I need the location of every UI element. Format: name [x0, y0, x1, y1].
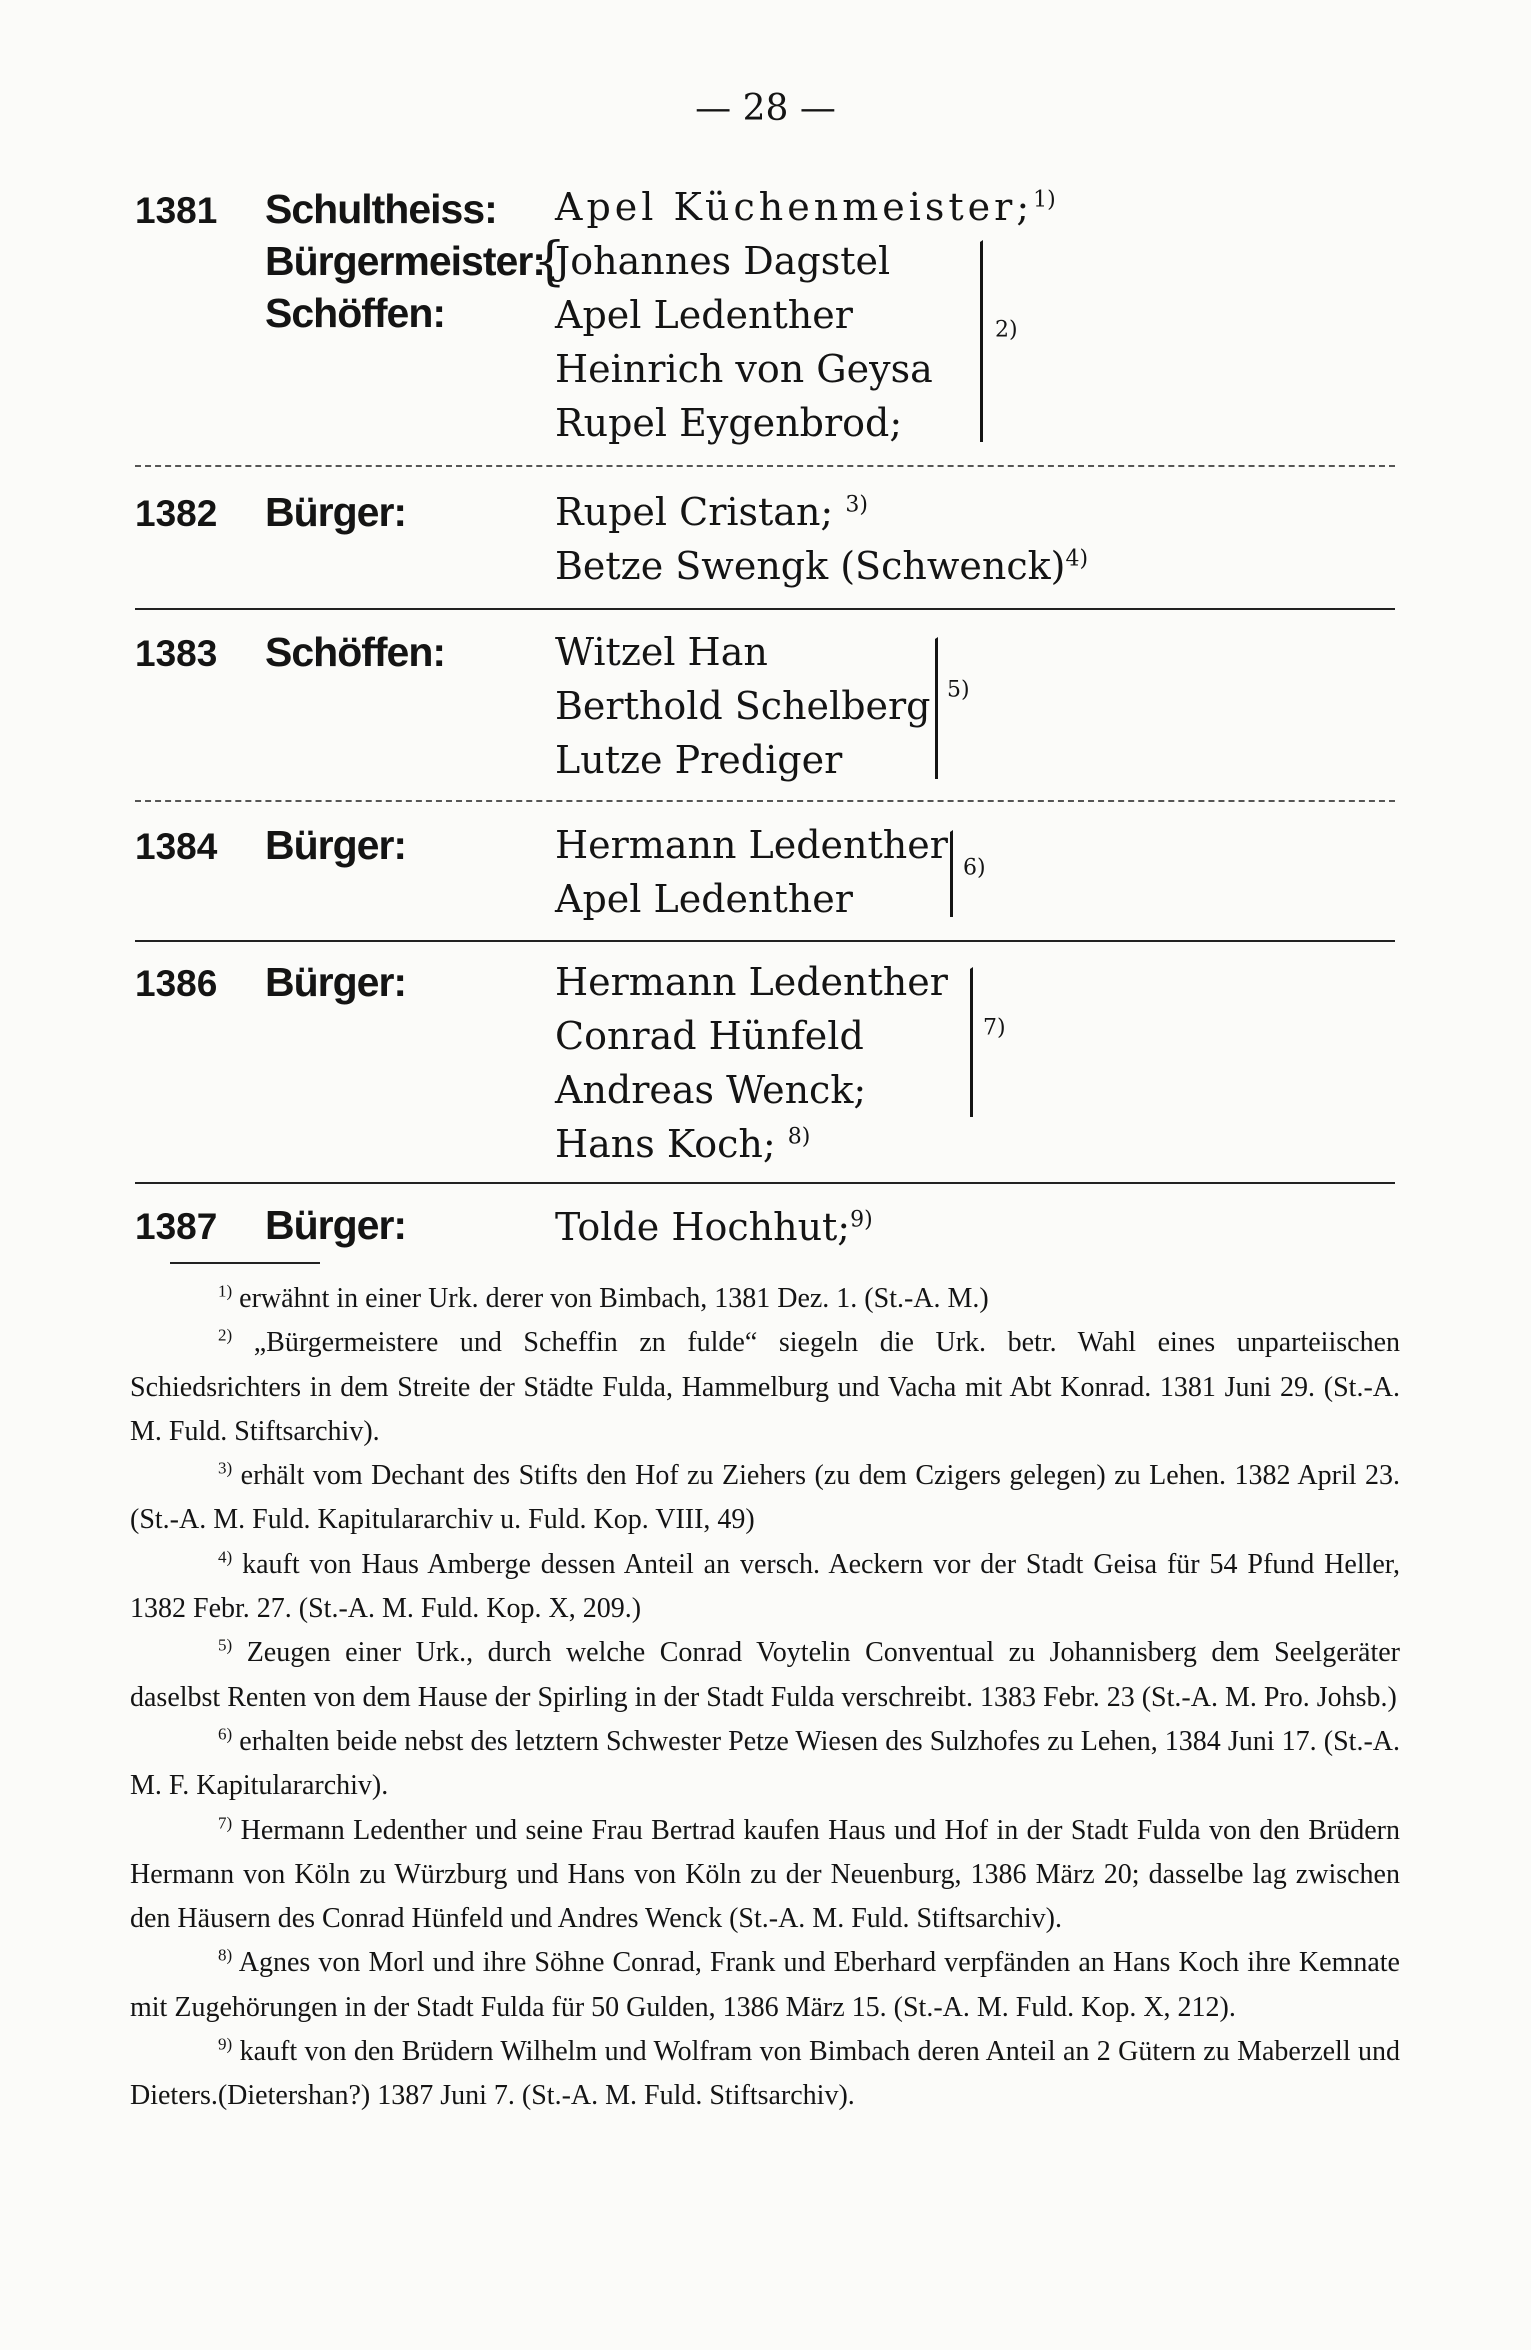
names-list: [555, 818, 948, 926]
entry-1382: [135, 485, 1395, 595]
footnote-3: [130, 1454, 1400, 1543]
footnote-text: erhält vom Dechant des Stifts den Hof zu Ziehers (zu dem Czigers gelegen) zu Lehen. 1382 April 23. (St.-A. M. Fuld. Kapitulararchiv u. Fuld. Kop. VIII, 49): [130, 1460, 1401, 1536]
entry-1383: [135, 625, 1395, 790]
names-list: [555, 625, 931, 787]
footnote-text: Hermann Ledenther und seine Frau Bertrad kaufen Haus und Hof in der Stadt Fulda von den Brüdern Hermann von Köln zu Würzburg und Hans von Köln zu der Neuenburg, 1386 März 20; dasselbe lag zwischen den Häusern des Conrad Hünfeld und Andres Wenck (St.-A. M. Fuld. Stiftsarchiv).: [130, 1814, 1400, 1935]
entry-1384: [135, 818, 1395, 928]
entry-year: 1381: [135, 190, 218, 231]
name-line: [555, 1117, 948, 1171]
footnote-ref: 7): [983, 1015, 1006, 1041]
footnote-ref: 5): [947, 677, 970, 703]
entry-divider: [135, 940, 1395, 942]
footnote-text: Agnes von Morl und ihre Söhne Conrad, Frank und Eberhard verpfänden an Hans Koch ihre Kemnate mit Zugehörungen in der Stadt Fulda für 50 Gulden, 1386 März 15. (St.-A. M. Fuld. Kop. X, 212).: [130, 1947, 1400, 2023]
entry-year: 1384: [135, 826, 218, 867]
footnote-text: „Bürgermeistere und Scheffin zn fulde“ siegeln die Urk. betr. Wahl eines unparteiischen Schiedsrichters in dem Streite der Städte Fulda, Hammelburg und Vacha mit Abt Konrad. 1381 Juni 29. (St.-A. M. Fuld. Stiftsarchiv).: [130, 1327, 1400, 1447]
name-line: Conrad Hünfeld: [555, 1014, 864, 1058]
footnote-2: [130, 1321, 1400, 1454]
footnote-ref: 4): [1065, 546, 1089, 572]
name-line: Heinrich von Geysa: [555, 347, 933, 391]
name-line: [555, 180, 1056, 234]
footnote-mark: 5): [218, 1636, 233, 1656]
group-brace: [970, 240, 983, 442]
name-text: Rupel Cristan;: [555, 490, 834, 534]
footnote-text: kauft von den Brüdern Wilhelm und Wolfram von Bimbach deren Anteil an 2 Gütern zu Maberzell und Dieters.(Dietershan?) 1387 Juni 7. (St.-A. M. Fuld. Stiftsarchiv).: [130, 2036, 1400, 2112]
footnote-1: [130, 1277, 1400, 1321]
name-text: Tolde Hochhut;: [555, 1205, 851, 1249]
name-line: Apel Ledenther: [555, 293, 853, 337]
page-number: — 28 —: [695, 88, 836, 129]
entry-year: 1383: [135, 633, 218, 674]
footnote-separator: [170, 1262, 320, 1264]
group-footnote-ref: [947, 675, 970, 719]
group-brace: [940, 830, 953, 917]
footnote-mark: 8): [218, 1946, 233, 1966]
footnote-ref: 3): [845, 492, 868, 518]
entry-divider: [135, 608, 1395, 610]
name-text: Hans Koch;: [555, 1122, 776, 1166]
entry-divider: [135, 800, 1395, 802]
name-text: Apel Küchenmeister;: [555, 185, 1034, 229]
footnote-text: kauft von Haus Amberge dessen Anteil an versch. Aeckern vor der Stadt Geisa für 54 Pfund Heller, 1382 Febr. 27. (St.-A. M. Fuld. Kop. X, 209.): [130, 1548, 1401, 1625]
entry-role: Schöffen:: [265, 629, 446, 675]
entry-role: Bürger:: [265, 489, 407, 535]
group-brace: [960, 967, 973, 1117]
role-schultheiss: Schultheiss:: [265, 186, 497, 232]
entry-1381: [135, 180, 1395, 450]
footnote-mark: 2): [218, 1325, 233, 1345]
entry-year: 1386: [135, 963, 218, 1004]
footnote-ref: 1): [1033, 187, 1056, 213]
names-list: [555, 1200, 873, 1254]
role-buergermeister: Bürgermeister:: [265, 238, 545, 284]
footnote-8: [130, 1941, 1400, 2030]
group-footnote-ref: [995, 315, 1018, 359]
footnote-mark: 9): [218, 2034, 233, 2054]
footnote-7: [130, 1809, 1400, 1942]
footnote-ref: 9): [850, 1207, 873, 1233]
footnote-ref: 8): [787, 1124, 811, 1150]
footnote-ref: 6): [963, 855, 986, 881]
names-list: [555, 955, 948, 1171]
entry-year: 1387: [135, 1206, 218, 1247]
entry-1387: [135, 1198, 1395, 1258]
footnote-mark: 4): [218, 1547, 233, 1567]
name-line: Rupel Eygenbrod;: [555, 401, 903, 445]
name-line: Lutze Prediger: [555, 738, 843, 782]
footnotes: [130, 1277, 1400, 2119]
name-line: [555, 539, 1088, 593]
footnote-text: Zeugen einer Urk., durch welche Conrad Voytelin Conventual zu Johannisberg dem Seelgeräter daselbst Renten von dem Hause der Spirling in der Stadt Fulda verschreibt. 1383 Febr. 23 (St.-A. M. Pro. Johsb.): [130, 1637, 1401, 1713]
name-line: Berthold Schelberg: [555, 684, 931, 728]
footnote-5: [130, 1631, 1400, 1720]
group-footnote-ref: [983, 1013, 1006, 1057]
footnote-ref: 2): [995, 317, 1018, 343]
entry-divider: [135, 1182, 1395, 1184]
footnote-mark: 7): [218, 1813, 233, 1833]
footnote-4: [130, 1543, 1400, 1632]
name-line: Hermann Ledenther: [555, 960, 948, 1004]
footnote-text: erwähnt in einer Urk. derer von Bimbach, 1381 Dez. 1. (St.-A. M.): [239, 1283, 989, 1314]
entry-role: Bürger:: [265, 959, 407, 1005]
footnote-text: erhalten beide nebst des letztern Schwester Petze Wiesen des Sulzhofes zu Lehen, 1384 Juni 17. (St.-A. M. F. Kapitulararchiv).: [130, 1725, 1400, 1802]
footnote-9: [130, 2030, 1400, 2119]
name-line: Apel Ledenther: [555, 877, 853, 921]
group-footnote-ref: [963, 853, 986, 897]
name-line: Johannes Dagstel: [555, 239, 891, 283]
footnote-mark: 6): [218, 1724, 233, 1744]
entry-1386: [135, 955, 1395, 1180]
name-line: Hermann Ledenther: [555, 823, 948, 867]
role-schoeffen: Schöffen:: [265, 290, 446, 336]
name-line: [555, 1200, 873, 1254]
name-line: Witzel Han: [555, 630, 768, 674]
entry-year: 1382: [135, 493, 218, 534]
footnote-mark: 3): [218, 1458, 233, 1478]
group-brace: [925, 637, 938, 779]
name-line: Andreas Wenck;: [555, 1068, 867, 1112]
footnote-mark: 1): [218, 1281, 233, 1301]
role-brace: {: [533, 232, 567, 292]
footnote-6: [130, 1720, 1400, 1809]
name-line: [555, 485, 1088, 539]
name-text: Betze Swengk (Schwenck): [555, 544, 1066, 588]
entry-role: Bürger:: [265, 1202, 407, 1248]
names-list: [555, 485, 1088, 593]
entry-role: Bürger:: [265, 822, 407, 868]
entry-divider: [135, 465, 1395, 467]
